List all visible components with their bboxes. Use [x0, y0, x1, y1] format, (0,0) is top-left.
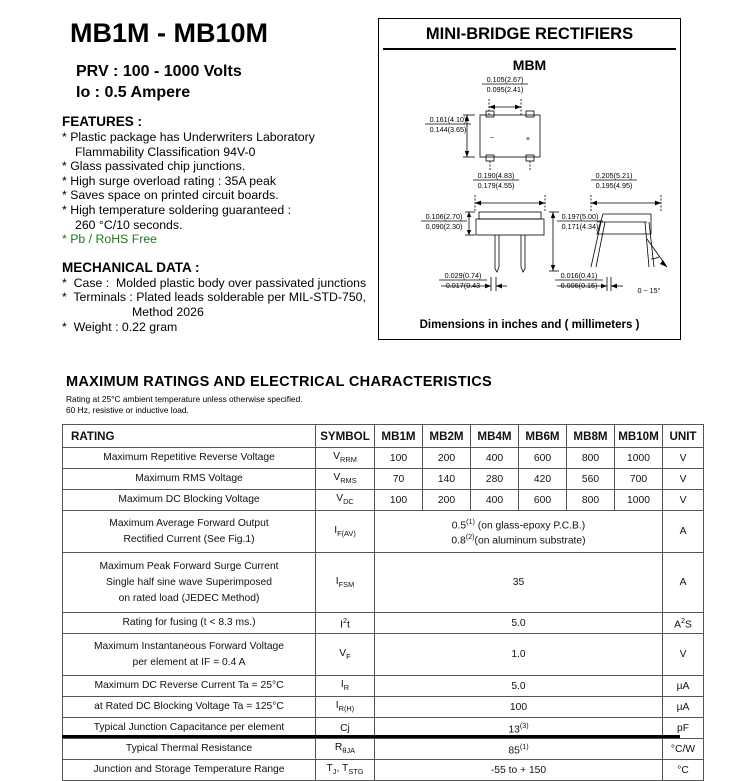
row-rating: Maximum DC Reverse Current Ta = 25°C [63, 676, 316, 697]
dim-side-width-max: 0.205(5.21) [595, 171, 633, 180]
row-rating [63, 553, 316, 613]
ratings-note-2: 60 Hz, resistive or inductive load. [66, 405, 189, 415]
row-value: 100 [375, 490, 423, 511]
row-rating-line1: Maximum Peak Forward Surge Current [99, 560, 279, 572]
row-rating: Typical Junction Capacitance per element [63, 718, 316, 739]
row-unit: $A^2S$ [663, 613, 704, 634]
row-value-line2: 0.8$^{(2)}$(on aluminum substrate) [451, 531, 586, 546]
table-header-row [63, 425, 704, 448]
row-unit: °C/W [663, 739, 704, 760]
dim-body-height-max: 0.161(4.10) [429, 115, 467, 124]
dim-side-width-min: 0.195(4.95) [595, 181, 633, 190]
polarity-minus-label: − [489, 133, 495, 142]
row-symbol: $I_{R(H)}$ [316, 697, 375, 718]
table-row [63, 469, 704, 490]
list-item: * Glass passivated chip junctions. [62, 159, 246, 174]
col-mb6m: MB6M [519, 425, 567, 448]
row-value-span: 5.0 [375, 676, 663, 697]
row-rating: at Rated DC Blocking Voltage Ta = 125°C [63, 697, 316, 718]
row-value: 70 [375, 469, 423, 490]
package-dimension-drawing [379, 71, 680, 321]
dim-lead-length-max: 0.197(5.00) [561, 212, 599, 221]
col-mb10m: MB10M [615, 425, 663, 448]
list-item: Flammability Classification 94V-0 [75, 144, 256, 159]
row-rating [63, 634, 316, 676]
row-value-span: 13$^{(3)}$ [375, 718, 663, 739]
row-rating-line2: per element at IF = 0.4 A [132, 656, 246, 668]
dim-lead-thick-min: 0.006(0.15) [560, 281, 598, 290]
row-symbol: $R_{\theta JA}$ [316, 739, 375, 760]
dim-body-width-max: 0.190(4.83) [477, 171, 515, 180]
row-unit: V [663, 490, 704, 511]
list-item: * Case : Molded plastic body over passivated junctions [62, 275, 367, 290]
row-symbol: $V_{RMS}$ [316, 469, 375, 490]
row-value: 200 [423, 448, 471, 469]
row-unit: V [663, 634, 704, 676]
table-row [63, 760, 704, 781]
row-rating-line2: Single half sine wave Superimposed [106, 576, 272, 588]
io-spec: Io : 0.5 Ampere [76, 84, 191, 101]
col-rating: RATING [63, 425, 316, 448]
row-value-span: 100 [375, 697, 663, 718]
col-mb8m: MB8M [567, 425, 615, 448]
table-row [63, 490, 704, 511]
table-row [63, 553, 704, 613]
mechanical-list [62, 276, 372, 334]
dim-top-width-min: 0.095(2.41) [486, 85, 524, 94]
dim-body-thick-min: 0.090(2.30) [425, 222, 463, 231]
row-value: 400 [471, 448, 519, 469]
col-unit: UNIT [663, 425, 704, 448]
row-unit: V [663, 448, 704, 469]
table-row [63, 613, 704, 634]
mechanical-heading: MECHANICAL DATA : [62, 259, 200, 275]
dim-lead-width-min: 0.017(0.43 [445, 281, 481, 290]
list-item-rohs: * Pb / RoHS Free [62, 232, 157, 247]
package-outline-panel [378, 18, 681, 340]
row-symbol: $V_F$ [316, 634, 375, 676]
table-row [63, 697, 704, 718]
row-symbol: $V_{DC}$ [316, 490, 375, 511]
col-mb1m: MB1M [375, 425, 423, 448]
row-symbol: Cj [316, 718, 375, 739]
row-value: 1000 [615, 448, 663, 469]
list-item: 260 °C/10 seconds. [75, 217, 183, 232]
row-value-span: 85$^{(1)}$ [375, 739, 663, 760]
list-item: Method 2026 [132, 304, 204, 319]
list-item: * Saves space on printed circuit boards. [62, 188, 279, 203]
row-unit: µA [663, 697, 704, 718]
ratings-note-1: Rating at 25°C ambient temperature unless otherwise specified. [66, 394, 303, 404]
list-item: * High temperature soldering guaranteed : [62, 202, 291, 217]
row-symbol: $V_{RRM}$ [316, 448, 375, 469]
row-value: 140 [423, 469, 471, 490]
row-rating-line1: Maximum Instantaneous Forward Voltage [93, 640, 284, 652]
row-symbol: $I_{F(AV)}$ [316, 511, 375, 553]
row-value: 600 [519, 448, 567, 469]
row-value-line1: 0.5$^{(1)}$ (on glass-epoxy P.C.B.) [451, 517, 586, 532]
row-rating: Maximum RMS Voltage [63, 469, 316, 490]
dim-top-width-max: 0.105(2.67) [486, 75, 524, 84]
dim-lead-width-max: 0.029(0.74) [444, 271, 482, 280]
dimensions-caption: Dimensions in inches and ( millimeters ) [419, 319, 640, 331]
row-rating-line3: on rated load (JEDEC Method) [118, 592, 260, 604]
row-rating [63, 511, 316, 553]
table-row [63, 676, 704, 697]
row-value: 560 [567, 469, 615, 490]
row-value: 420 [519, 469, 567, 490]
dim-lead-length-min: 0.171(4.34) [561, 222, 599, 231]
dim-body-width-min: 0.179(4.55) [477, 181, 515, 190]
col-symbol: SYMBOL [316, 425, 375, 448]
row-value-span: 35 [375, 553, 663, 613]
dim-body-height-min: 0.144(3.65) [429, 125, 467, 134]
dim-lead-angle: 0 ~ 15° [637, 286, 661, 295]
row-value: 1000 [615, 490, 663, 511]
row-unit: µA [663, 676, 704, 697]
row-value-span: 5.0 [375, 613, 663, 634]
row-value: 600 [519, 490, 567, 511]
row-rating: Junction and Storage Temperature Range [63, 760, 316, 781]
row-unit: pF [663, 718, 704, 739]
row-value: 400 [471, 490, 519, 511]
dim-body-thick-max: 0.106(2.70) [425, 212, 463, 221]
ratings-title: MAXIMUM RATINGS AND ELECTRICAL CHARACTERISTICS [66, 374, 492, 390]
row-rating: Rating for fusing (t < 8.3 ms.) [63, 613, 316, 634]
panel-title: MINI-BRIDGE RECTIFIERS [425, 25, 634, 43]
row-symbol: $T_J$, $T_{STG}$ [316, 760, 375, 781]
row-value: 280 [471, 469, 519, 490]
table-row [63, 739, 704, 760]
table-row [63, 448, 704, 469]
row-rating: Maximum Repetitive Reverse Voltage [63, 448, 316, 469]
table-bottom-rule [62, 735, 680, 738]
row-unit: V [663, 469, 704, 490]
product-summary [62, 18, 372, 334]
row-value-span [375, 511, 663, 553]
row-value: 800 [567, 490, 615, 511]
row-rating-line2: Rectified Current (See Fig.1) [123, 533, 255, 545]
ratings-table [62, 424, 704, 781]
row-symbol: $I_{FSM}$ [316, 553, 375, 613]
features-list [62, 130, 372, 247]
polarity-plus-label: + [525, 134, 531, 143]
row-value: 100 [375, 448, 423, 469]
row-symbol: $I^2t$ [316, 613, 375, 634]
row-rating-line1: Maximum Average Forward Output [109, 517, 269, 529]
page-title: MB1M - MB10M [70, 18, 269, 48]
mechanical-data-section [62, 260, 372, 334]
package-name: MBM [512, 57, 547, 73]
col-mb4m: MB4M [471, 425, 519, 448]
row-unit: A [663, 511, 704, 553]
row-unit: °C [663, 760, 704, 781]
features-heading: FEATURES : [62, 114, 142, 129]
panel-divider [383, 48, 676, 50]
table-row [63, 634, 704, 676]
dim-lead-thick-max: 0.016(0.41) [560, 271, 598, 280]
row-rating: Typical Thermal Resistance [63, 739, 316, 760]
row-value: 200 [423, 490, 471, 511]
row-rating: Maximum DC Blocking Voltage [63, 490, 316, 511]
list-item: * Plastic package has Underwriters Laboratory [62, 130, 315, 144]
col-mb2m: MB2M [423, 425, 471, 448]
list-item: * Terminals : Plated leads solderable per MIL-STD-750, [62, 290, 366, 305]
list-item: * High surge overload rating : 35A peak [62, 173, 276, 188]
row-value: 800 [567, 448, 615, 469]
list-item: * Weight : 0.22 gram [62, 319, 178, 334]
row-symbol: $I_R$ [316, 676, 375, 697]
row-value: 700 [615, 469, 663, 490]
row-unit: A [663, 553, 704, 613]
row-value-span: -55 to + 150 [375, 760, 663, 781]
prv-spec: PRV : 100 - 1000 Volts [76, 63, 242, 80]
row-value-span: 1.0 [375, 634, 663, 676]
table-row [63, 511, 704, 553]
